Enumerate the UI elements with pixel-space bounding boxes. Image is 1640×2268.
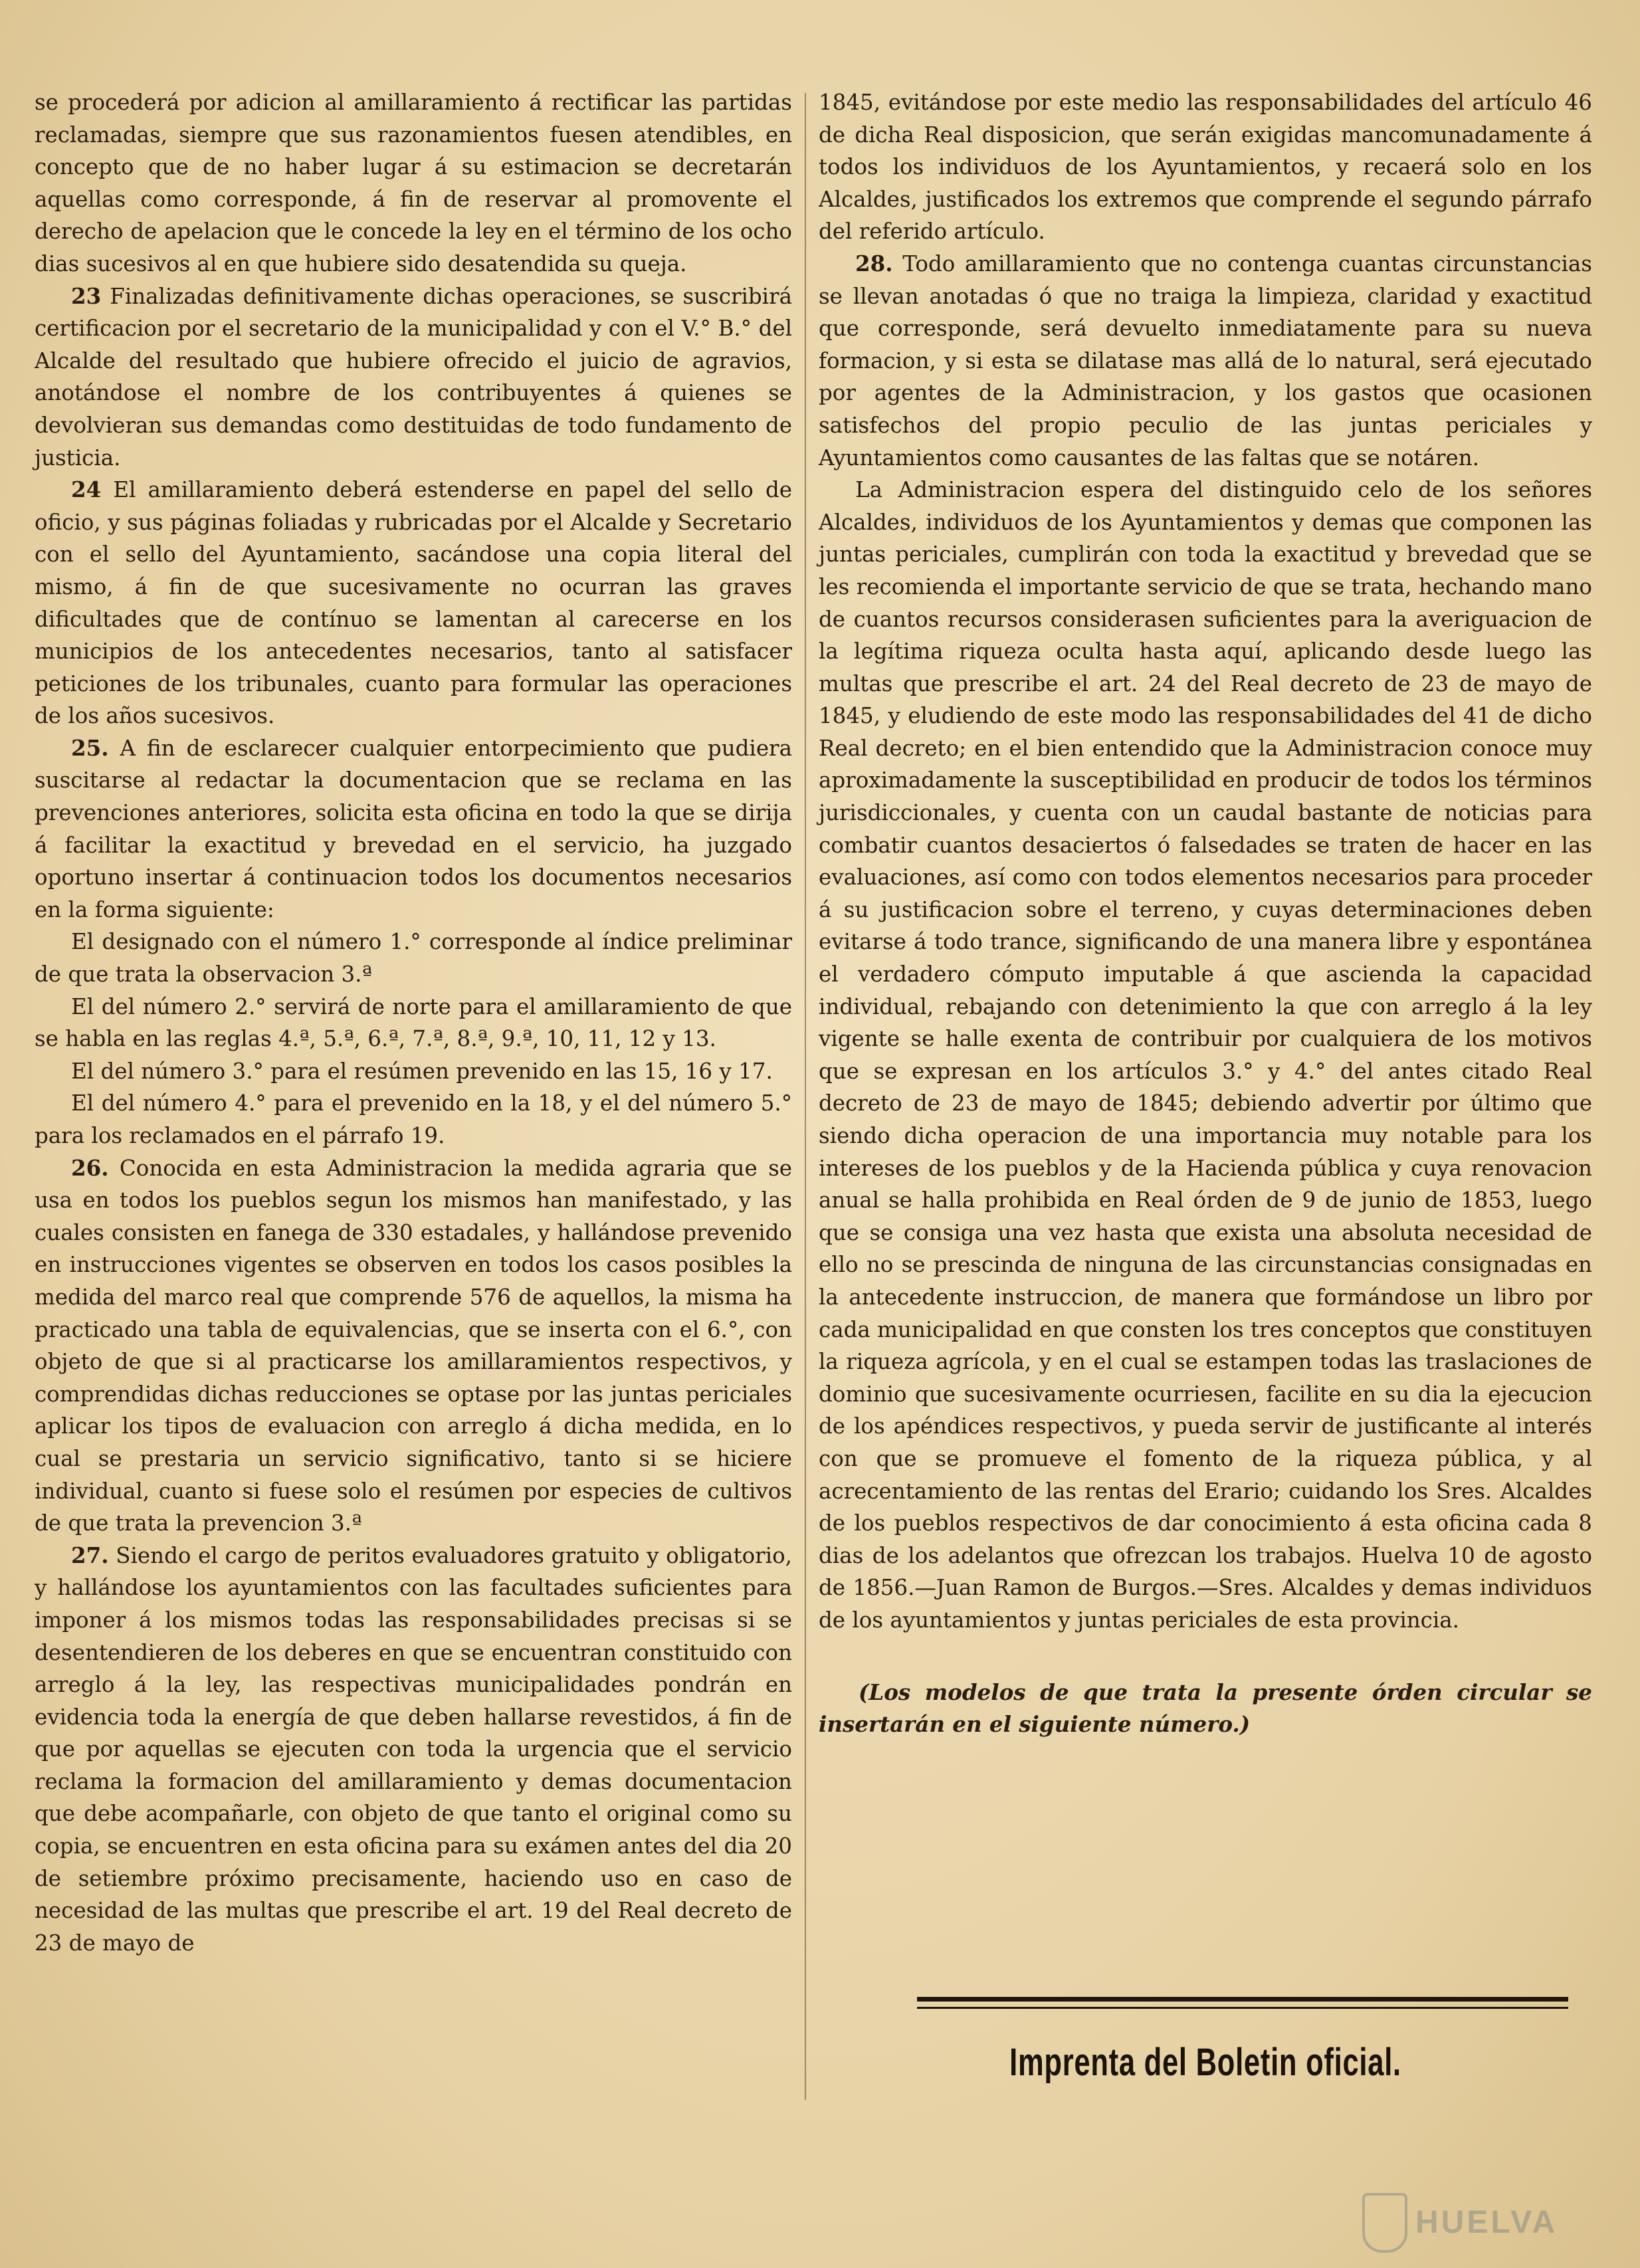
paragraph <box>35 474 792 732</box>
paragraph <box>35 1540 792 1960</box>
paragraph <box>35 926 792 990</box>
article-number: 26. <box>71 1154 109 1181</box>
paragraph-text: El amillaramiento deberá estenderse en papel del sello de oficio, y sus páginas foliadas y rubricadas por el Alcalde y Secretario con el sello del Ayuntamiento, sacándose una copia literal del mismo, á fin de que sucesivamente no ocurran las graves dificultades que de contínuo se lamentan al carecerse en los municipios de los antecedentes necesarios, tanto al satisfacer peticiones de los tribunales, cuanto para formular las operaciones de los años sucesivos. <box>35 477 792 729</box>
paragraph-text: Conocida en esta Administracion la medida agraria que se usa en todos los pueblos segun los mismos han manifestado, y las cuales consisten en fanega de 330 estadales, y hallándose prevenido en instrucciones vigentes se observen en todos los casos posibles la medida del marco real que comprende 576 de aquellos, la misma ha practicado una tabla de equivalencias, que se inserta con el 6.°, con objeto de que si al practicarse los amillaramientos respectivos, y comprendidas dichas reducciones se optase por las juntas periciales aplicar los tipos de evaluacion con arreglo á dicha medida, en lo cual se prestaria un servicio significativo, tanto si se hiciere individual, cuanto si fuese solo el resúmen por especies de cultivos de que trata la prevencion 3.ª <box>35 1155 792 1536</box>
paragraph <box>819 248 1592 474</box>
article-number: 24 <box>71 476 102 503</box>
editorial-note: (Los modelos de que trata la presente órden circular se insertarán en el siguiente número.) <box>819 1679 1592 1738</box>
paragraph <box>35 1087 792 1152</box>
crest-icon <box>1362 2193 1407 2253</box>
article-number: 25. <box>71 734 109 761</box>
paragraph-text: se procederá por adicion al amillaramiento á rectificar las partidas reclamadas, siempre que sus razonamientos fuesen atendibles, en concepto que de no haber lugar á su estimacion se decretarán aquellas como corresponde, á fin de reservar al promovente el derecho de apelacion que le concede la ley en el término de los ocho dias sucesivos al en que hubiere sido desatendida su queja. <box>35 90 792 276</box>
article-number: 28. <box>855 250 893 276</box>
watermark-name: HUELVA <box>1415 2205 1558 2240</box>
imprint-line: Imprenta del Boletin oficial. <box>1009 2041 1401 2084</box>
library-watermark <box>1362 2193 1558 2253</box>
paragraph-text: El del número 3.° para el resúmen prevenido en las 15, 16 y 17. <box>71 1058 773 1084</box>
article-number: 27. <box>71 1542 109 1568</box>
paragraph-text: La Administracion espera del distinguido celo de los señores Alcaldes, individuos de los Ayuntamientos y demas que componen las juntas periciales, cumplirán con toda la exactitud y brevedad que se les recomienda el importante servicio de que se trata, hechando mano de cuantos recursos considerasen suficientes para la averiguacion de la legítima riqueza oculta hasta aquí, aplicando desde luego las multas que prescribe el art. 24 del Real decreto de 23 de mayo de 1845, y eludiendo de este modo las responsabilidades del 41 de dicho Real decreto; en el bien entendido que la Administracion conoce muy aproximadamente la susceptibilidad en producir de todos los términos jurisdiccionales, y cuenta con un caudal bastante de noticias para combatir cuantos desaciertos ó falsedades se traten de hacer en las evaluaciones, así como con todos elementos necesarios para proceder á su justificacion sobre el terreno, y cuyas determinaciones deben evitarse á todo trance, significando de una manera libre y espontánea el verdadero cómputo imputable á que ascienda la capacidad individual, rebajando con detenimiento la que con arreglo á la ley vigente se halle exenta de contribuir por cualquiera de los motivos que se expresan en los artículos 3.° y 4.° del antes citado Real decreto de 23 de mayo de 1845; debiendo advertir por último que siendo dicha operacion de una importancia muy notable para los intereses de los pueblos y de la Hacienda pública y cuya renovacion anual se halla prohibida en Real órden de 9 de junio de 1853, luego que se consiga una vez hasta que exista una absoluta necesidad de ello no se prescinda de ninguna de las circunstancias consignadas en la antecedente instruccion, de manera que formándose un libro por cada municipalidad en que consten los tres conceptos que constituyen la riqueza agrícola, y en el cual se estampen todas las traslaciones de dominio que sucesivamente ocurriesen, facilite en su dia la ejecucion de los apéndices respectivos, y pueda servir de justificante al interés con que se promueve el fomento de la riqueza pública, y al acrecentamiento de las rentas del Erario; cuidando los Sres. Alcaldes de los pueblos respectivos de dar conocimiento á esta oficina cada 8 dias de los adelantos que ofrezcan los trabajos. Huelva 10 de agosto de 1856.—Juan Ramon de Burgos.—Sres. Alcaldes y demas individuos de los ayuntamientos y juntas periciales de esta provincia. <box>819 477 1592 1633</box>
paragraph-text: Finalizadas definitivamente dichas operaciones, se suscribirá certificacion por el secretario de la municipalidad y con el V.° B.° del Alcalde del resultado que hubiere ofrecido el juicio de agravios, anotándose el nombre de los contribuyentes á quienes se devolvieran sus demandas como destituidas de todo fundamento de justicia. <box>35 283 792 470</box>
paragraph <box>35 1152 792 1540</box>
paragraph-text: El del número 4.° para el prevenido en la 18, y el del número 5.° para los reclamados en el párrafo 19. <box>35 1090 792 1148</box>
paragraph <box>819 474 1592 1636</box>
paragraph-text: El designado con el número 1.° corresponde al índice preliminar de que trata la observacion 3.ª <box>35 929 792 987</box>
paragraph <box>819 86 1592 248</box>
article-number: 23 <box>71 282 102 309</box>
paragraph-text: 1845, evitándose por este medio las responsabilidades del artículo 46 de dicha Real disposicion, que serán exigidas mancomunadamente á todos los individuos de los Ayuntamientos, y recaerá solo en los Alcaldes, justificados los extremos que comprende el segundo párrafo del referido artículo. <box>819 90 1592 245</box>
paragraph <box>35 1055 792 1088</box>
right-column <box>819 86 1592 1741</box>
paragraph-text: El del número 2.° servirá de norte para el amillaramiento de que se habla en las reglas 4.ª, 5.ª, 6.ª, 7.ª, 8.ª, 9.ª, 10, 11, 12 y 13. <box>35 993 792 1052</box>
paragraph-text: Todo amillaramiento que no contenga cuantas circunstancias se llevan anotadas ó que no traiga la limpieza, claridad y exactitud que corresponde, será devuelto inmediatamente para su nueva formacion, y si esta se dilatase mas allá de lo natural, será ejecutado por agentes de la Administracion, y los gastos que ocasionen satisfechos del propio peculio de las juntas periciales y Ayuntamientos como causantes de las faltas que se notáren. <box>819 251 1592 470</box>
closing-rule <box>917 1997 1568 2009</box>
paragraph-text: Siendo el cargo de peritos evaluadores gratuito y obligatorio, y hallándose los ayuntamientos con las facultades suficientes para imponer á los mismos todas las responsabilidades precisas si se desentendieren de los deberes en que se encuentran constituido con arreglo á la ley, las respectivas municipalidades pondrán en evidencia toda la energía de que deben hallarse revestidos, á fin de que por aquellas se ejecuten con toda la urgencia que el servicio reclama la formacion del amillaramiento y demas documentacion que debe acompañarle, con objeto de que tanto el original como su copia, se encuentren en esta oficina para su exámen antes del dia 20 de setiembre próximo precisamente, haciendo uso en caso de necesidad de las multas que prescribe el art. 19 del Real decreto de 23 de mayo de <box>35 1542 792 1956</box>
left-column <box>35 86 792 1959</box>
paragraph <box>35 280 792 474</box>
column-divider <box>805 93 806 2100</box>
paragraph <box>35 86 792 280</box>
paragraph-text: A fin de esclarecer cualquier entorpecimiento que pudiera suscitarse al redactar la documentacion que se reclama en las prevenciones anteriores, solicita esta oficina en todo la que se dirija á facilitar la exactitud y brevedad en el servicio, ha juzgado oportuno insertar á continuacion todos los documentos necesarios en la forma siguiente: <box>35 735 792 922</box>
paragraph <box>35 991 792 1055</box>
paragraph <box>35 732 792 926</box>
